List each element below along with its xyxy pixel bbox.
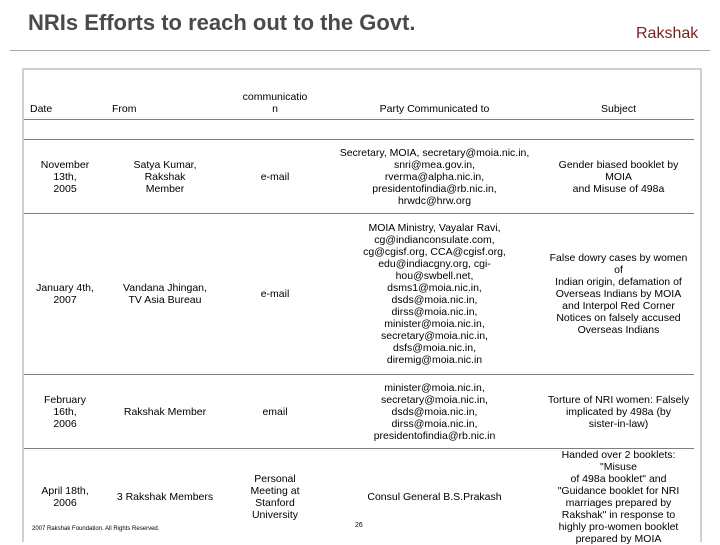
cell-party: Secretary, MOIA, secretary@moia.nic.in, snri@mea.gov.in, rverma@alpha.nic.in, presidentofindia@rb.nic.in, hrwdc@hrw.org [326,140,543,214]
cell-from: Satya Kumar, Rakshak Member [106,140,224,214]
page-number: 26 [355,522,363,529]
col-header-subject: Subject [543,77,694,120]
cell-date: January 4th, 2007 [24,214,106,375]
cell-party: minister@moia.nic.in, secretary@moia.nic.in, dsds@moia.nic.in, dirss@moia.nic.in, presidentofindia@rb.nic.in [326,375,543,449]
cell-date: November 13th, 2005 [24,140,106,214]
title-divider [10,50,710,51]
cell-communication: e-mail [224,140,326,214]
table-row [24,214,694,375]
table-spacer-row [24,120,694,140]
brand-logo-text: Rakshak [636,25,698,43]
communications-table [24,77,694,545]
col-header-from: From [106,77,224,120]
cell-subject: Gender biased booklet by MOIA and Misuse of 498a [543,140,694,214]
table-row [24,140,694,214]
table-header-row [24,77,694,120]
cell-communication: Personal Meeting at Stanford University [224,449,326,545]
cell-subject: False dowry cases by women of Indian origin, defamation of Overseas Indians by MOIA and Interpol Red Corner Notices on falsely accused Overseas Indians [543,214,694,375]
cell-from: Vandana Jhingan, TV Asia Bureau [106,214,224,375]
cell-party: Consul General B.S.Prakash [326,449,543,545]
cell-date: April 18th, 2006 [24,449,106,545]
cell-communication: email [224,375,326,449]
cell-subject: Handed over 2 booklets: "Misuse of 498a booklet" and "Guidance booklet for NRI marriages prepared by Rakshak" in response to highly pro-women booklet prepared by MOIA [543,449,694,545]
cell-communication: e-mail [224,214,326,375]
cell-from: 3 Rakshak Members [106,449,224,545]
col-header-communication: communicatio n [224,77,326,120]
copyright-footer: 2007 Rakshak Foundation. All Rights Reserved. [32,526,159,532]
cell-from: Rakshak Member [106,375,224,449]
table-row [24,375,694,449]
page-title: NRIs Efforts to reach out to the Govt. [28,10,415,36]
cell-date: February 16th, 2006 [24,375,106,449]
col-header-date: Date [24,77,106,120]
cell-party: MOIA Ministry, Vayalar Ravi, cg@indianconsulate.com, cg@cgisf.org, CCA@cgisf.org, edu@indiacgny.org, cgi- hou@swbell.net, dsms1@moia.nic.in, dsds@moia.nic.in, dirss@moia.nic.in, minister@moia.nic.in, secretary@moia.nic.in, dsfs@moia.nic.in, diremig@moia.nic.in [326,214,543,375]
col-header-party: Party Communicated to [326,77,543,120]
cell-subject: Torture of NRI women: Falsely implicated by 498a (by sister-in-law) [543,375,694,449]
